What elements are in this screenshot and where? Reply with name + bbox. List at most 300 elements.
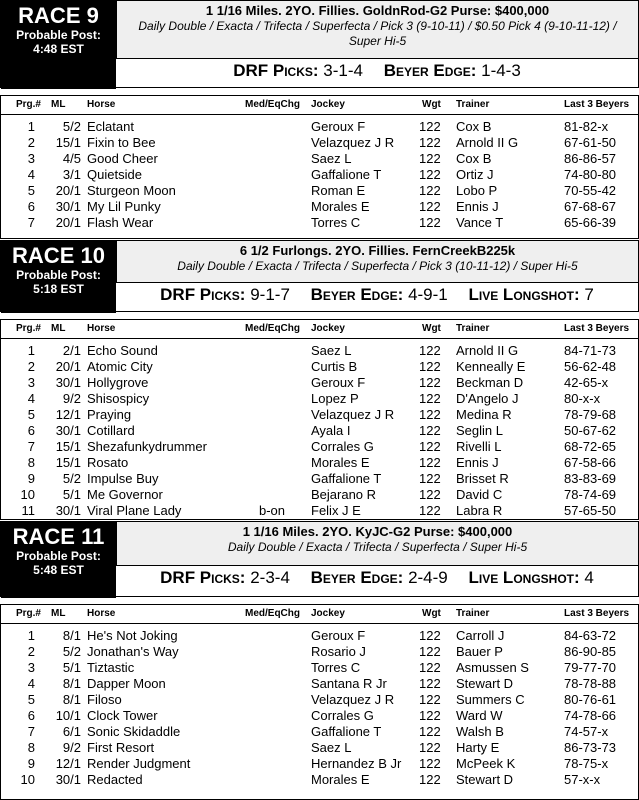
cell-ml: 15/1: [55, 135, 81, 150]
cell-wgt: 122: [419, 151, 441, 166]
cell-trainer: Labra R: [456, 503, 503, 518]
cell-horse: Render Judgment: [87, 756, 191, 771]
cell-horse: Fixin to Bee: [87, 135, 156, 150]
cell-num: 5: [27, 407, 35, 422]
cell-ml: 30/1: [55, 423, 81, 438]
cell-wgt: 122: [419, 407, 441, 422]
col-med: Med/EqChg: [245, 608, 300, 619]
cell-horse: Eclatant: [87, 119, 134, 134]
cell-wgt: 122: [419, 135, 441, 150]
cell-horse: Redacted: [87, 772, 143, 787]
beyer-edge-value: 1-4-3: [481, 61, 521, 80]
cell-num: 11: [21, 503, 35, 518]
race-number: RACE 10: [12, 243, 105, 268]
race-header: [0, 0, 639, 88]
picks-line: [116, 58, 638, 87]
cell-ml: 9/2: [62, 740, 81, 755]
cell-ml: 2/1: [62, 343, 81, 358]
col-trainer: Trainer: [456, 99, 490, 110]
cell-wgt: 122: [419, 391, 441, 406]
cell-horse: Shisospicy: [87, 391, 150, 406]
cell-jockey: Geroux F: [311, 375, 366, 390]
cell-trainer: Bauer P: [456, 644, 503, 659]
cell-num: 1: [27, 343, 35, 358]
cell-jockey: Saez L: [311, 740, 352, 755]
cell-trainer: Cox B: [456, 119, 492, 134]
cell-beyers: 78-78-88: [564, 676, 617, 691]
cell-wgt: 122: [419, 215, 441, 230]
cell-beyers: 50-67-62: [564, 423, 617, 438]
cell-beyers: 57-x-x: [564, 772, 601, 787]
cell-beyers: 67-68-67: [564, 199, 617, 214]
race-number: RACE 9: [18, 3, 99, 28]
cell-ml: 5/2: [62, 119, 81, 134]
cell-horse: He's Not Joking: [87, 628, 178, 643]
cell-ml: 4/5: [62, 151, 81, 166]
cell-beyers: 80-76-61: [564, 692, 617, 707]
col-med: Med/EqChg: [245, 323, 300, 334]
cell-horse: First Resort: [87, 740, 155, 755]
cell-wgt: 122: [419, 455, 441, 470]
col-jockey: Jockey: [311, 608, 345, 619]
table-row: [1, 343, 638, 359]
cell-horse: Filoso: [87, 692, 122, 707]
cell-trainer: Rivelli L: [456, 439, 502, 454]
cell-wgt: 122: [419, 119, 441, 134]
cell-jockey: Velazquez J R: [311, 135, 395, 150]
table-row: [1, 455, 638, 471]
col-ml: ML: [51, 323, 66, 334]
cell-num: 5: [27, 183, 35, 198]
table-row: [1, 375, 638, 391]
cell-horse: Sonic Skidaddle: [87, 724, 181, 739]
cell-trainer: Beckman D: [456, 375, 524, 390]
table-row: [1, 660, 638, 676]
cell-horse: Good Cheer: [87, 151, 158, 166]
cell-ml: 6/1: [62, 724, 81, 739]
cell-beyers: 67-61-50: [564, 135, 617, 150]
col-wgt: Wgt: [422, 323, 441, 334]
beyer-edge-label: Beyer Edge:: [310, 285, 404, 304]
post-time: 4:48 EST: [33, 42, 84, 56]
cell-trainer: Carroll J: [456, 628, 505, 643]
cell-num: 3: [27, 151, 35, 166]
cell-trainer: Kenneally E: [456, 359, 526, 374]
table-row: [1, 359, 638, 375]
table-row: [1, 708, 638, 724]
cell-ml: 8/1: [62, 692, 81, 707]
cell-jockey: Torres C: [311, 660, 361, 675]
table-row: [1, 199, 638, 215]
cell-trainer: Stewart D: [456, 676, 514, 691]
beyer-edge-label: Beyer Edge:: [310, 568, 404, 587]
table-row: [1, 391, 638, 407]
cell-trainer: Arnold II G: [456, 135, 519, 150]
cell-num: 2: [27, 644, 35, 659]
post-time: 5:48 EST: [33, 563, 84, 577]
cell-jockey: Saez L: [311, 343, 352, 358]
table-row: [1, 740, 638, 756]
cell-beyers: 67-58-66: [564, 455, 617, 470]
race-distance-purse: 1 1/16 Miles. 2YO. Fillies. GoldnRod-G2 Purse: $400,000: [205, 3, 550, 18]
col-jockey: Jockey: [311, 99, 345, 110]
table-row: [1, 724, 638, 740]
table-row: [1, 628, 638, 644]
col-med: Med/EqChg: [245, 99, 300, 110]
cell-wgt: 122: [419, 487, 441, 502]
cell-wgt: 122: [419, 343, 441, 358]
col-beyers: Last 3 Beyers: [564, 608, 630, 619]
cell-num: 1: [27, 119, 35, 134]
probable-post-label: Probable Post:: [16, 268, 101, 282]
cell-wgt: 122: [419, 359, 441, 374]
cell-ml: 9/2: [62, 391, 81, 406]
cell-trainer: Ortiz J: [456, 167, 494, 182]
cell-trainer: Harty E: [456, 740, 500, 755]
cell-beyers: 42-65-x: [564, 375, 609, 390]
cell-ml: 8/1: [62, 628, 81, 643]
cell-horse: Atomic City: [87, 359, 153, 374]
cell-wgt: 122: [419, 740, 441, 755]
cell-jockey: Curtis B: [311, 359, 358, 374]
cell-jockey: Lopez P: [311, 391, 359, 406]
drf-picks-value: 2-3-4: [250, 568, 290, 587]
picks-line: [116, 565, 638, 596]
cell-num: 3: [27, 660, 35, 675]
cell-jockey: Gaffalione T: [311, 471, 382, 486]
col-wgt: Wgt: [422, 99, 441, 110]
race-badge: [1, 522, 116, 598]
cell-trainer: Seglin L: [456, 423, 503, 438]
cell-beyers: 84-63-72: [564, 628, 617, 643]
cell-wgt: 122: [419, 471, 441, 486]
cell-trainer: Ennis J: [456, 455, 499, 470]
cell-wgt: 122: [419, 199, 441, 214]
cell-horse: Viral Plane Lady: [87, 503, 182, 518]
post-time: 5:18 EST: [33, 282, 84, 296]
cell-beyers: 78-74-69: [564, 487, 617, 502]
cell-trainer: Arnold II G: [456, 343, 519, 358]
cell-ml: 20/1: [55, 215, 81, 230]
cell-num: 7: [27, 724, 35, 739]
cell-horse: Flash Wear: [87, 215, 154, 230]
cell-ml: 30/1: [55, 199, 81, 214]
race-badge: [1, 1, 116, 89]
cell-jockey: Velazquez J R: [311, 692, 395, 707]
table-row: [1, 692, 638, 708]
cell-beyers: 74-80-80: [564, 167, 617, 182]
table-row: [1, 183, 638, 199]
cell-horse: Sturgeon Moon: [87, 183, 176, 198]
cell-trainer: McPeek K: [456, 756, 516, 771]
cell-trainer: Walsh B: [456, 724, 504, 739]
cell-jockey: Morales E: [311, 455, 370, 470]
cell-num: 10: [20, 487, 35, 502]
race-badge: [1, 241, 116, 313]
race-number: RACE 11: [12, 524, 105, 549]
cell-trainer: Ward W: [456, 708, 503, 723]
cell-beyers: 81-82-x: [564, 119, 609, 134]
table-row: [1, 135, 638, 151]
table-row: [1, 487, 638, 503]
cell-beyers: 56-62-48: [564, 359, 617, 374]
cell-num: 9: [27, 471, 35, 486]
cell-horse: Quietside: [87, 167, 142, 182]
col-horse: Horse: [87, 99, 116, 110]
table-row: [1, 151, 638, 167]
table-header: [1, 320, 638, 339]
cell-jockey: Felix J E: [311, 503, 361, 518]
cell-jockey: Corrales G: [311, 708, 374, 723]
entries-table: [0, 319, 639, 520]
cell-ml: 30/1: [55, 772, 81, 787]
col-trainer: Trainer: [456, 323, 490, 334]
cell-horse: Impulse Buy: [87, 471, 159, 486]
cell-trainer: D'Angelo J: [456, 391, 519, 406]
cell-jockey: Gaffalione T: [311, 724, 382, 739]
cell-wgt: 122: [419, 660, 441, 675]
probable-post-label: Probable Post:: [16, 549, 101, 563]
cell-ml: 5/2: [62, 471, 81, 486]
table-row: [1, 439, 638, 455]
beyer-edge-label: Beyer Edge:: [383, 61, 477, 80]
cell-num: 10: [20, 772, 35, 787]
cell-num: 2: [27, 135, 35, 150]
cell-jockey: Bejarano R: [311, 487, 377, 502]
race-conditions: [116, 1, 638, 59]
cell-wgt: 122: [419, 756, 441, 771]
cell-ml: 12/1: [55, 407, 81, 422]
race-wagers: Daily Double / Exacta / Trifecta / Superfecta / Pick 3 (9-10-11) / $0.50 Pick 4 (9-10-11-12) / Super Hi-5: [138, 19, 617, 48]
drf-picks-label: DRF Picks:: [160, 285, 246, 304]
race-wagers: Daily Double / Exacta / Trifecta / Superfecta / Pick 3 (10-11-12) / Super Hi-5: [177, 259, 578, 273]
cell-ml: 3/1: [62, 167, 81, 182]
cell-trainer: Stewart D: [456, 772, 514, 787]
cell-trainer: Lobo P: [456, 183, 498, 198]
live-longshot-value: 4: [584, 568, 594, 587]
cell-num: 4: [27, 391, 35, 406]
cell-jockey: Gaffalione T: [311, 167, 382, 182]
beyer-edge-value: 2-4-9: [408, 568, 448, 587]
cell-num: 1: [27, 628, 35, 643]
cell-jockey: Roman E: [311, 183, 366, 198]
cell-beyers: 86-90-85: [564, 644, 617, 659]
probable-post-label: Probable Post:: [16, 28, 101, 42]
cell-num: 4: [27, 676, 35, 691]
cell-wgt: 122: [419, 692, 441, 707]
table-row: [1, 503, 638, 519]
cell-jockey: Ayala I: [311, 423, 351, 438]
table-header: [1, 96, 638, 115]
race-header: [0, 240, 639, 312]
col-prg: Prg.#: [15, 608, 41, 619]
entries-body: [1, 628, 638, 788]
drf-picks-value: 9-1-7: [250, 285, 290, 304]
cell-wgt: 122: [419, 644, 441, 659]
live-longshot-label: Live Longshot:: [468, 568, 580, 587]
table-row: [1, 119, 638, 135]
cell-trainer: Summers C: [456, 692, 525, 707]
cell-horse: Jonathan's Way: [87, 644, 179, 659]
cell-horse: Hollygrove: [87, 375, 149, 390]
cell-num: 6: [27, 423, 35, 438]
cell-ml: 10/1: [55, 708, 81, 723]
cell-beyers: 68-72-65: [564, 439, 617, 454]
cell-horse: Shezafunkydrummer: [87, 439, 207, 454]
cell-num: 7: [27, 439, 35, 454]
cell-wgt: 122: [419, 439, 441, 454]
cell-horse: Dapper Moon: [87, 676, 166, 691]
cell-num: 2: [27, 359, 35, 374]
table-row: [1, 407, 638, 423]
cell-trainer: Brisset R: [456, 471, 509, 486]
cell-jockey: Torres C: [311, 215, 361, 230]
cell-wgt: 122: [419, 503, 441, 518]
cell-ml: 5/2: [62, 644, 81, 659]
cell-jockey: Geroux F: [311, 119, 366, 134]
cell-trainer: Asmussen S: [456, 660, 529, 675]
table-row: [1, 471, 638, 487]
table-row: [1, 644, 638, 660]
cell-ml: 8/1: [62, 676, 81, 691]
col-beyers: Last 3 Beyers: [564, 99, 630, 110]
drf-picks-label: DRF Picks:: [233, 61, 319, 80]
cell-num: 7: [27, 215, 35, 230]
cell-trainer: Ennis J: [456, 199, 499, 214]
cell-ml: 20/1: [55, 183, 81, 198]
cell-horse: My Lil Punky: [87, 199, 161, 214]
beyer-edge-value: 4-9-1: [408, 285, 448, 304]
picks-line: [116, 282, 638, 311]
col-ml: ML: [51, 99, 66, 110]
cell-beyers: 86-86-57: [564, 151, 617, 166]
cell-beyers: 84-71-73: [564, 343, 617, 358]
cell-beyers: 78-75-x: [564, 756, 609, 771]
drf-picks-value: 3-1-4: [323, 61, 363, 80]
col-prg: Prg.#: [15, 99, 41, 110]
cell-num: 8: [27, 740, 35, 755]
cell-wgt: 122: [419, 724, 441, 739]
cell-horse: Tiztastic: [87, 660, 135, 675]
cell-jockey: Velazquez J R: [311, 407, 395, 422]
entries-table: [0, 95, 639, 239]
cell-jockey: Saez L: [311, 151, 352, 166]
table-row: [1, 215, 638, 231]
col-wgt: Wgt: [422, 608, 441, 619]
cell-horse: Rosato: [87, 455, 129, 470]
col-prg: Prg.#: [15, 323, 41, 334]
cell-num: 6: [27, 199, 35, 214]
cell-wgt: 122: [419, 167, 441, 182]
cell-ml: 15/1: [55, 439, 81, 454]
cell-num: 4: [27, 167, 35, 182]
cell-horse: Cotillard: [87, 423, 135, 438]
cell-wgt: 122: [419, 375, 441, 390]
cell-wgt: 122: [419, 772, 441, 787]
cell-jockey: Geroux F: [311, 628, 366, 643]
cell-trainer: David C: [456, 487, 503, 502]
cell-jockey: Morales E: [311, 199, 370, 214]
live-longshot-label: Live Longshot:: [468, 285, 580, 304]
cell-num: 3: [27, 375, 35, 390]
cell-beyers: 80-x-x: [564, 391, 601, 406]
cell-wgt: 122: [419, 628, 441, 643]
entries-body: [1, 119, 638, 231]
cell-jockey: Morales E: [311, 772, 370, 787]
cell-jockey: Hernandez B Jr: [311, 756, 402, 771]
cell-beyers: 74-57-x: [564, 724, 609, 739]
cell-beyers: 78-79-68: [564, 407, 617, 422]
cell-beyers: 83-83-69: [564, 471, 617, 486]
race-header: [0, 521, 639, 597]
cell-trainer: Vance T: [456, 215, 504, 230]
cell-jockey: Santana R Jr: [311, 676, 387, 691]
cell-horse: Me Governor: [87, 487, 163, 502]
table-row: [1, 772, 638, 788]
cell-beyers: 79-77-70: [564, 660, 617, 675]
cell-med: b-on: [259, 503, 286, 518]
cell-horse: Praying: [87, 407, 132, 422]
cell-beyers: 74-78-66: [564, 708, 617, 723]
race-conditions: [116, 241, 638, 283]
col-horse: Horse: [87, 608, 116, 619]
col-ml: ML: [51, 608, 66, 619]
cell-jockey: Corrales G: [311, 439, 374, 454]
cell-wgt: 122: [419, 423, 441, 438]
table-row: [1, 676, 638, 692]
cell-ml: 30/1: [55, 375, 81, 390]
cell-beyers: 65-66-39: [564, 215, 617, 230]
cell-num: 6: [27, 708, 35, 723]
cell-horse: Echo Sound: [87, 343, 158, 358]
table-header: [1, 605, 638, 624]
col-trainer: Trainer: [456, 608, 490, 619]
col-jockey: Jockey: [311, 323, 345, 334]
entries-table: [0, 604, 639, 800]
cell-ml: 5/1: [62, 660, 81, 675]
cell-beyers: 57-65-50: [564, 503, 617, 518]
cell-ml: 5/1: [62, 487, 81, 502]
race-distance-purse: 1 1/16 Miles. 2YO. KyJC-G2 Purse: $400,000: [242, 524, 513, 539]
cell-wgt: 122: [419, 183, 441, 198]
race-conditions: [116, 522, 638, 566]
cell-beyers: 86-73-73: [564, 740, 617, 755]
race-distance-purse: 6 1/2 Furlongs. 2YO. Fillies. FernCreekB225k: [239, 243, 516, 258]
entries-body: [1, 343, 638, 519]
drf-picks-label: DRF Picks:: [160, 568, 246, 587]
cell-ml: 20/1: [55, 359, 81, 374]
cell-num: 8: [27, 455, 35, 470]
cell-wgt: 122: [419, 708, 441, 723]
table-row: [1, 167, 638, 183]
cell-ml: 30/1: [55, 503, 81, 518]
cell-horse: Clock Tower: [87, 708, 158, 723]
cell-num: 9: [27, 756, 35, 771]
cell-trainer: Medina R: [456, 407, 512, 422]
col-horse: Horse: [87, 323, 116, 334]
race-wagers: Daily Double / Exacta / Trifecta / Superfecta / Super Hi-5: [227, 540, 528, 554]
cell-num: 5: [27, 692, 35, 707]
cell-jockey: Rosario J: [311, 644, 366, 659]
table-row: [1, 756, 638, 772]
cell-beyers: 70-55-42: [564, 183, 617, 198]
cell-wgt: 122: [419, 676, 441, 691]
cell-ml: 12/1: [55, 756, 81, 771]
col-beyers: Last 3 Beyers: [564, 323, 630, 334]
cell-trainer: Cox B: [456, 151, 492, 166]
table-row: [1, 423, 638, 439]
live-longshot-value: 7: [584, 285, 594, 304]
